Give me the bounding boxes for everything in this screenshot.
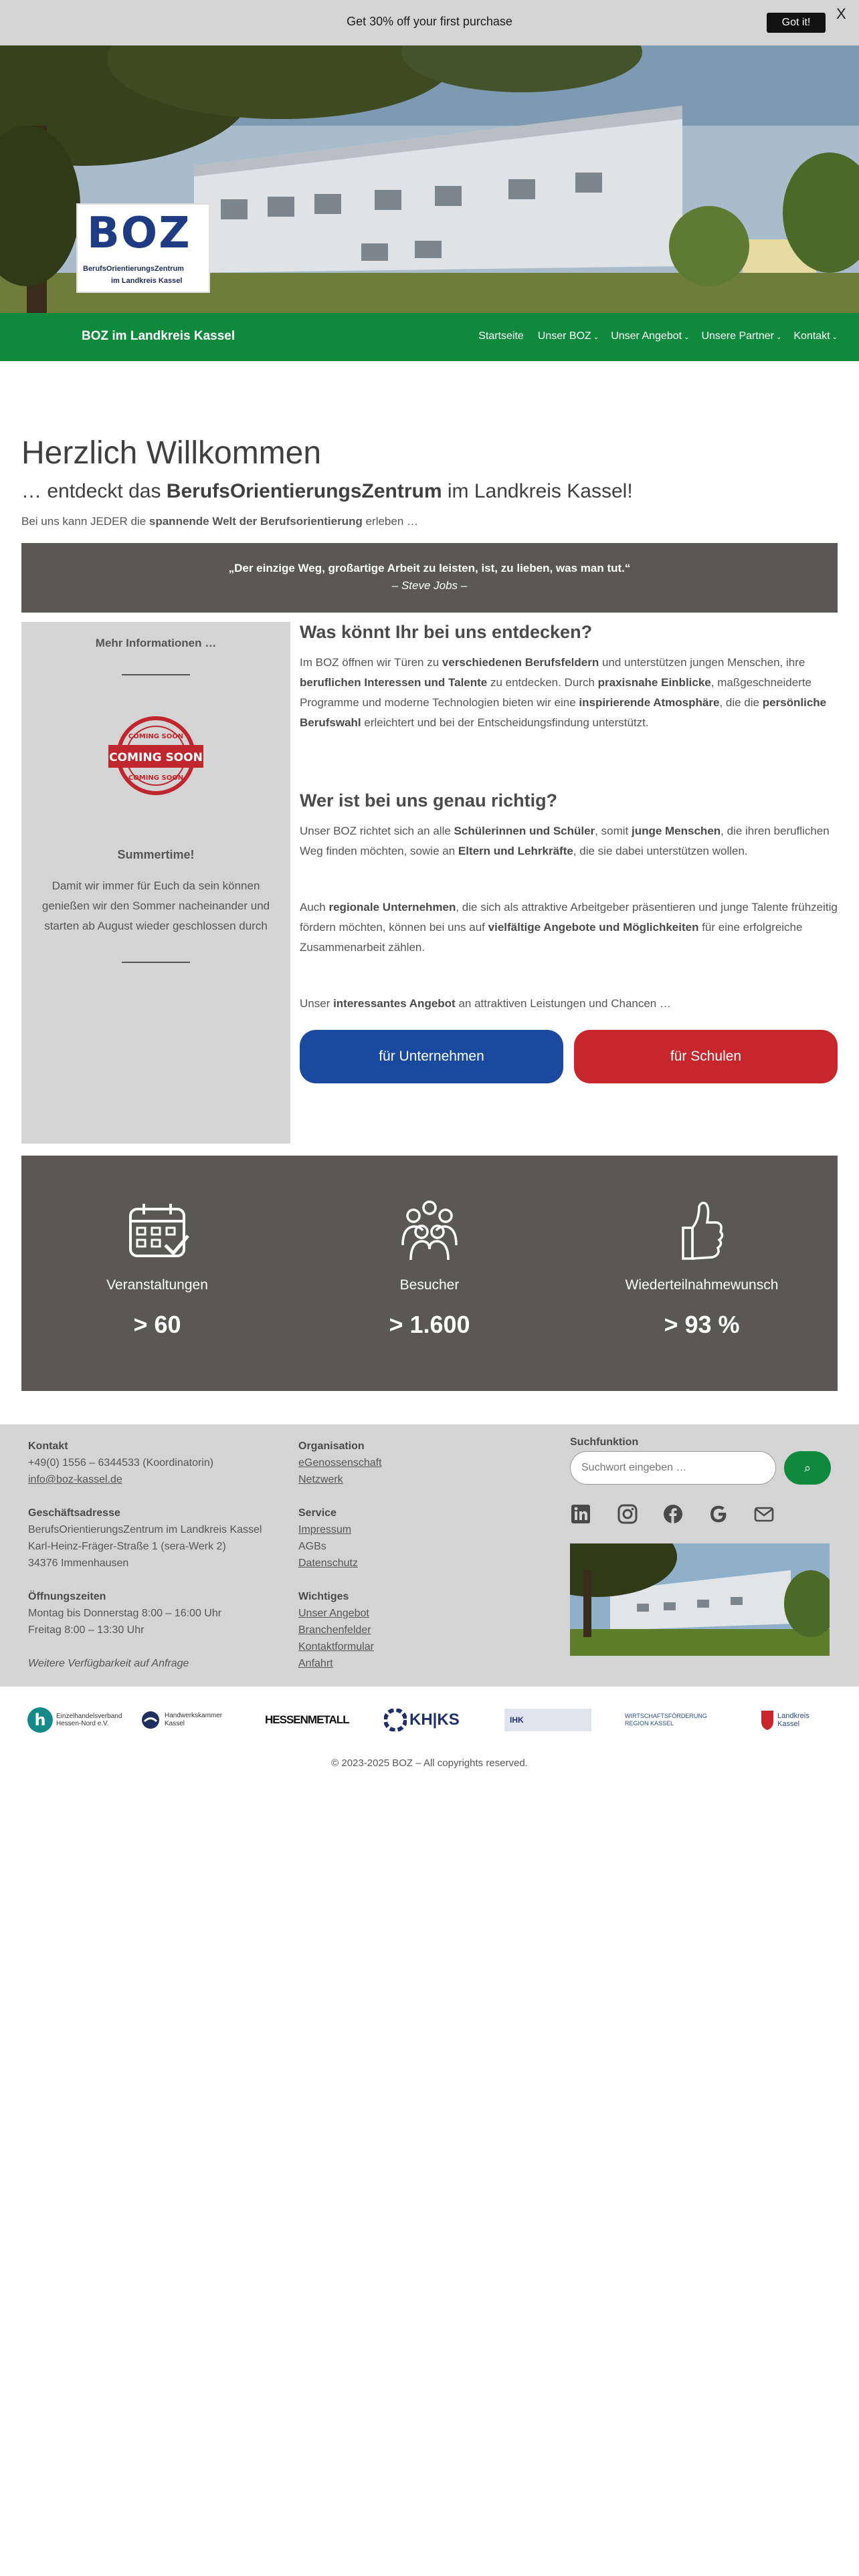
chevron-down-icon: ⌄ <box>593 334 599 341</box>
text-bold: persönliche Berufswahl <box>300 696 827 729</box>
nav-item-unser-angebot[interactable] <box>611 330 689 342</box>
stat-returning <box>566 1156 838 1391</box>
text: Auch <box>300 901 329 914</box>
text: Unser BOZ richtet sich an alle <box>300 825 454 837</box>
footer-heading: Organisation <box>298 1440 365 1452</box>
logo-subline-2: im Landkreis Kassel <box>111 277 183 285</box>
companies-paragraph <box>300 897 838 958</box>
logo-wordmark: BOZ <box>87 209 191 258</box>
calendar-icon <box>125 1198 189 1263</box>
sidebar-title: Mehr Informationen … <box>95 637 217 649</box>
section-title-audience: Wer ist bei uns genau richtig? <box>300 790 558 811</box>
email-link[interactable]: info@boz-kassel.de <box>28 1474 122 1485</box>
page-subtitle <box>21 480 633 503</box>
partner-logo-einzelhandelsverband[interactable] <box>27 1705 120 1735</box>
partner-name: HESSENMETALL <box>265 1713 349 1726</box>
partner-name: Handwerkskammer Kassel <box>165 1712 223 1727</box>
nav-item-unser-boz[interactable] <box>538 330 599 342</box>
intro-part: erleben … <box>362 515 419 528</box>
stamp-top-text: COMING SOON <box>128 733 184 740</box>
notice-dismiss-button[interactable]: Got it! <box>767 13 826 33</box>
stamp-bottom-text: COMING SOON <box>128 774 184 782</box>
footer-link[interactable]: Branchenfelder <box>298 1624 371 1636</box>
main-navigation <box>0 313 859 361</box>
text: und unterstützen jungen Menschen, ihre <box>599 656 805 669</box>
text-bold: interessantes Angebot <box>333 997 456 1010</box>
footer-heading: Öffnungszeiten <box>28 1591 106 1602</box>
text: für eine erfolgreiche Zusammenarbeit zählen. <box>300 921 803 954</box>
group-icon <box>397 1198 462 1263</box>
nav-label: Kontakt <box>793 330 830 342</box>
subtitle-text: … entdeckt das <box>21 480 167 502</box>
text-bold: regionale Unternehmen <box>328 901 456 914</box>
chevron-down-icon: ⌄ <box>832 334 838 341</box>
hours-line: Freitag 8:00 – 13:30 Uhr <box>28 1624 145 1636</box>
copyright-text: © 2023-2025 BOZ – All copyrights reserved. <box>331 1757 528 1769</box>
text: , somit <box>595 825 632 837</box>
search-button[interactable]: ⌕ <box>784 1451 831 1485</box>
hours-line: Montag bis Donnerstag 8:00 – 16:00 Uhr <box>28 1608 222 1619</box>
partner-logos <box>0 1687 859 1753</box>
promo-notice-bar <box>0 0 859 45</box>
partner-name: KH|KS <box>409 1711 460 1729</box>
google-icon[interactable] <box>708 1503 729 1525</box>
text: erleichtert und bei der Entscheidungsfindung unterstützt. <box>361 716 649 729</box>
promo-notice-text: Get 30% off your first purchase <box>347 15 512 28</box>
audience-paragraph <box>300 821 838 861</box>
mail-icon[interactable] <box>753 1503 775 1525</box>
companies-button[interactable]: für Unternehmen <box>300 1030 563 1083</box>
nav-label: Unser BOZ <box>537 330 591 342</box>
text-bold: inspirierende Atmosphäre <box>579 696 720 709</box>
nav-item-unsere-partner[interactable] <box>701 330 781 342</box>
nav-label: Unsere Partner <box>701 330 774 342</box>
text: , die sich als attraktive Arbeitgeber präsentieren und junge Talente frühzeitig fördern möchten, können bei uns auf <box>300 901 838 934</box>
nav-label: Startseite <box>478 330 524 342</box>
partner-logo-wirtschaftsfoerderung[interactable] <box>625 1705 719 1735</box>
partner-logo-hessenmetall[interactable] <box>265 1705 359 1735</box>
logo-subline-1: BerufsOrientierungsZentrum <box>83 265 184 273</box>
linkedin-icon[interactable] <box>570 1503 591 1525</box>
subtitle-bold: BerufsOrientierungsZentrum <box>166 480 442 502</box>
svg-text:h: h <box>34 1711 46 1729</box>
footer-link[interactable]: Unser Angebot <box>298 1608 369 1619</box>
stat-label: Besucher <box>399 1277 460 1293</box>
discover-paragraph <box>300 653 838 733</box>
address-line: 34376 Immenhausen <box>28 1558 129 1569</box>
chevron-down-icon: ⌄ <box>775 334 782 341</box>
partner-name: IHK <box>504 1709 591 1731</box>
footer-heading: Service <box>298 1507 337 1519</box>
text: , die die <box>719 696 763 709</box>
stats-section <box>21 1156 838 1391</box>
stat-value: > 60 <box>133 1311 181 1338</box>
text-bold: Schülerinnen und Schüler <box>454 825 595 837</box>
search-heading: Suchfunktion <box>570 1436 639 1448</box>
text-bold: praxisnahe Einblicke <box>597 676 711 689</box>
footer-link[interactable]: Kontaktformular <box>298 1641 374 1652</box>
stat-events <box>21 1156 293 1391</box>
address-line: Karl-Heinz-Fräger-Straße 1 (sera-Werk 2) <box>28 1541 226 1552</box>
nav-menu <box>478 330 838 342</box>
nav-label: Unser Angebot <box>611 330 682 342</box>
einzelhandel-icon <box>27 1707 54 1733</box>
text-bold: vielfältige Angebote und Möglichkeiten <box>488 921 699 934</box>
nav-item-startseite[interactable] <box>478 330 526 342</box>
close-icon[interactable]: X <box>836 5 846 22</box>
text: , die sie dabei unterstützen wollen. <box>573 845 748 857</box>
text: , die ihren beruflichen Weg finden möchten, sowie an <box>300 825 830 857</box>
footer-contact-column <box>28 1438 296 1672</box>
text: Unser <box>300 997 334 1010</box>
text: , maßgeschneiderte Programme und moderne Technologien bieten wir eine <box>300 676 812 709</box>
footer-heading: Geschäftsadresse <box>28 1507 120 1519</box>
footer-link[interactable]: eGenossenschaft <box>298 1457 382 1469</box>
search-input[interactable]: Suchwort eingeben … <box>570 1451 776 1485</box>
intro-bold: spannende Welt der Berufsorientierung <box>149 515 363 528</box>
stat-value: > 1.600 <box>389 1311 470 1338</box>
phone-number[interactable]: +49(0) 1556 – 6344533 (Koordinatorin) <box>28 1457 214 1469</box>
chevron-down-icon: ⌄ <box>684 334 690 341</box>
stat-label: Veranstaltungen <box>106 1277 208 1293</box>
footer-link[interactable]: AGBs <box>298 1541 326 1552</box>
footer-link[interactable]: Datenschutz <box>298 1558 358 1569</box>
partner-logo-landkreis[interactable] <box>760 1705 834 1735</box>
footer-heading: Wichtiges <box>298 1591 349 1602</box>
khks-icon <box>384 1709 407 1731</box>
hero-banner <box>0 45 859 313</box>
partner-logo-ihk[interactable] <box>504 1705 591 1735</box>
info-sidebar <box>21 622 290 1144</box>
text-bold: junge Menschen <box>631 825 721 837</box>
footer-links-column <box>298 1438 499 1672</box>
text-bold: beruflichen Interessen und Talente <box>300 676 488 689</box>
address-line: BerufsOrientierungsZentrum im Landkreis Kassel <box>28 1524 262 1535</box>
footer-heading: Kontakt <box>28 1440 68 1452</box>
partner-name: WIRTSCHAFTSFÖRDERUNG REGION KASSEL <box>625 1713 707 1727</box>
thumbs-up-icon <box>670 1198 734 1263</box>
site-title[interactable]: BOZ im Landkreis Kassel <box>82 329 235 343</box>
stamp-main-text: COMING SOON <box>109 751 203 764</box>
instagram-icon[interactable] <box>617 1503 638 1525</box>
site-footer <box>0 1424 859 1687</box>
offer-paragraph <box>300 994 838 1014</box>
boz-logo[interactable] <box>76 203 210 293</box>
partner-logo-khks[interactable] <box>384 1705 478 1735</box>
building-photo <box>570 1543 830 1656</box>
stat-visitors <box>294 1156 565 1391</box>
partner-name: Landkreis Kassel <box>777 1712 809 1728</box>
page-title: Herzlich Willkommen <box>21 435 322 471</box>
intro-text <box>21 515 418 528</box>
quote-text: „Der einzige Weg, großartige Arbeit zu leisten, ist, zu lieben, was man tut.“ <box>228 562 631 574</box>
footer-link[interactable]: Netzwerk <box>298 1474 343 1485</box>
subtitle-text: im Landkreis Kassel! <box>442 480 633 502</box>
schools-button[interactable]: für Schulen <box>574 1030 838 1083</box>
footer-link[interactable]: Impressum <box>298 1524 352 1535</box>
coming-soon-stamp <box>108 716 203 796</box>
summer-text: Damit wir immer für Euch da sein können genießen wir den Sommer nacheinander und starten ab August wieder geschlossen durch <box>41 879 270 932</box>
summer-title: Summertime! <box>117 848 195 861</box>
facebook-icon[interactable] <box>662 1503 684 1525</box>
hours-note: Weitere Verfügbarkeit auf Anfrage <box>28 1658 189 1669</box>
quote-author: – Steve Jobs – <box>391 579 468 592</box>
landkreis-crest-icon <box>760 1709 775 1731</box>
footer-link[interactable]: Anfahrt <box>298 1658 333 1669</box>
text-bold: Eltern und Lehrkräfte <box>458 845 573 857</box>
nav-item-kontakt[interactable] <box>793 330 838 342</box>
stat-value: > 93 % <box>664 1311 740 1338</box>
quote-block <box>21 543 838 613</box>
text: an attraktiven Leistungen und Chancen … <box>455 997 671 1010</box>
stat-label: Wiederteilnahmewunsch <box>625 1277 779 1293</box>
building-photo-image <box>570 1543 830 1656</box>
partner-name: Einzelhandelsverband Hessen-Nord e.V. <box>56 1713 122 1727</box>
partner-logo-handwerkskammer[interactable] <box>140 1705 241 1735</box>
intro-part: Bei uns kann JEDER die <box>21 515 149 528</box>
divider <box>122 674 190 675</box>
text: zu entdecken. Durch <box>487 676 598 689</box>
section-title-discover: Was könnt Ihr bei uns entdecken? <box>300 622 593 642</box>
text: Im BOZ öffnen wir Türen zu <box>300 656 442 669</box>
divider <box>122 962 190 963</box>
text-bold: verschiedenen Berufsfeldern <box>442 656 599 669</box>
handwerk-icon <box>140 1710 161 1730</box>
